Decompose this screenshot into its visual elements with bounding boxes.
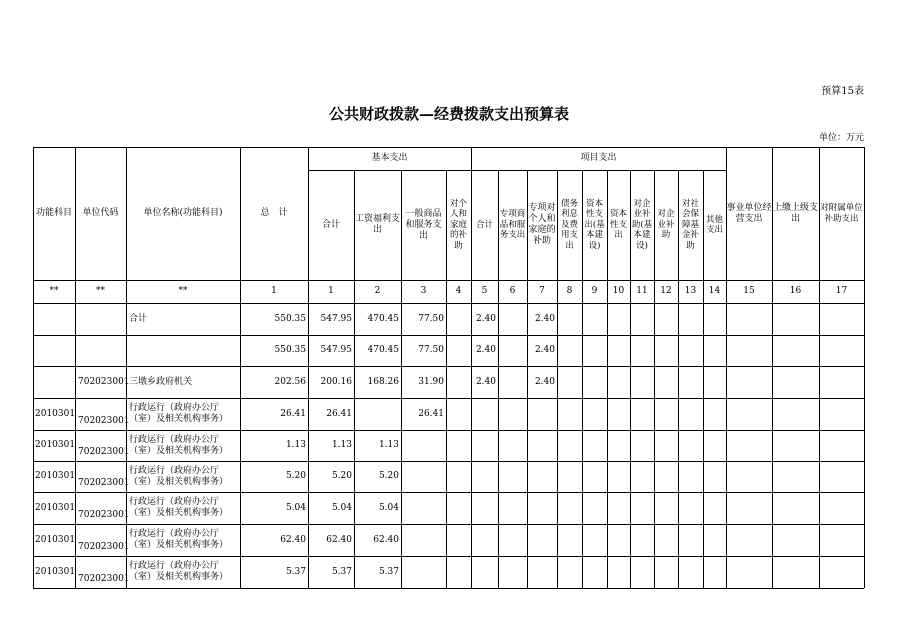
table-cell-func-code: 2010301 <box>35 471 76 481</box>
page-title: 公共财政拨款—经费拨款支出预算表 <box>328 105 569 123</box>
table-cell-unit-code: 702023001 <box>78 574 130 584</box>
table-cell-total: 1.13 <box>285 440 306 450</box>
table-cell-name: 行政运行（政府办公厅（室）及相关机构事务） <box>129 403 229 424</box>
header-goods: 一般商品和服务支出 <box>405 208 442 241</box>
table-cell-total: 550.35 <box>274 313 306 324</box>
table-cell-salary: 1.13 <box>378 440 399 450</box>
table-cell-basic-total: 547.95 <box>320 345 352 355</box>
header-proj-goods: 专项商品和服务支出 <box>499 209 526 241</box>
header-unit-code: 单位代码 <box>82 208 119 218</box>
header-other: 其他支出 <box>705 214 723 235</box>
index-cell: 10 <box>612 286 625 296</box>
index-cell: 7 <box>539 286 545 296</box>
index-cell: ** <box>178 286 188 296</box>
index-cell: 6 <box>509 286 516 296</box>
header-basic-group: 基本支出 <box>371 153 408 163</box>
table-cell-salary: 470.45 <box>367 313 399 324</box>
table-cell-total: 202.56 <box>274 376 306 387</box>
table-cell-goods: 31.90 <box>418 376 444 387</box>
table-cell-total: 5.20 <box>285 471 306 481</box>
table-cell-basic-total: 26.41 <box>326 408 352 419</box>
table-cell-unit-code: 702023001 <box>78 542 130 552</box>
table-cell-basic-total: 62.40 <box>326 534 352 545</box>
header-upper-pay: 上缴上级支出 <box>772 202 818 224</box>
table-cell-func-code: 2010301 <box>35 502 76 513</box>
table-cell-goods: 77.50 <box>418 313 444 324</box>
table-cell-salary: 168.26 <box>367 376 399 387</box>
table-cell-basic-total: 200.16 <box>320 376 352 387</box>
index-cell: 14 <box>708 286 721 296</box>
index-cell: 2 <box>374 286 381 296</box>
table-cell-unit-code: 702023001 <box>78 376 130 387</box>
table-cell-name: 行政运行（政府办公厅（室）及相关机构事务） <box>129 465 229 487</box>
table-cell-goods: 26.41 <box>418 408 444 419</box>
table-cell-proj-personal: 2.40 <box>534 345 555 355</box>
header-affiliate-subsidy: 对附属单位补助支出 <box>820 203 863 224</box>
table-cell-proj-personal: 2.40 <box>534 313 555 324</box>
header-capital-basic: 资本性支出(基本建设) <box>584 198 605 251</box>
index-cell: 3 <box>420 286 427 296</box>
header-debt: 债务利息及费用支出 <box>560 198 578 251</box>
header-social-security: 对社会保障基金补助 <box>681 198 699 251</box>
index-cell: 5 <box>481 286 488 296</box>
header-personal-subsidy: 对个人和家庭的补助 <box>449 198 467 251</box>
table-cell-total: 62.40 <box>280 534 306 545</box>
table-cell-func-code: 2010301 <box>35 534 76 545</box>
table-cell-total: 26.41 <box>280 408 306 419</box>
header-func-code: 功能科目 <box>35 208 72 218</box>
table-cell-name: 行政运行（政府办公厅（室）及相关机构事务） <box>129 497 229 518</box>
table-cell-func-code: 2010301 <box>35 440 76 450</box>
table-cell-unit-code: 702023001 <box>78 447 130 457</box>
index-cell: ** <box>96 286 105 296</box>
header-basic-total: 合计 <box>321 219 340 230</box>
table-cell-salary: 470.45 <box>367 345 399 355</box>
table-cell-goods: 77.50 <box>418 345 444 355</box>
header-salary: 工资福利支出 <box>355 214 401 235</box>
table-cell-basic-total: 547.95 <box>320 313 352 324</box>
index-cell: 8 <box>566 286 573 296</box>
header-proj-personal: 专项对个人和家庭的补助 <box>528 203 556 246</box>
table-cell-basic-total: 5.04 <box>331 502 352 513</box>
table-cell-name: 合计 <box>129 313 148 324</box>
header-enterprise-basic: 对企业补助(基本建设) <box>631 198 653 251</box>
index-cell: 1 <box>271 286 277 296</box>
table-cell-name: 三墩乡政府机关 <box>129 376 193 387</box>
header-unit-name: 单位名称(功能科目) <box>143 208 223 218</box>
table-cell-proj-total: 2.40 <box>475 313 496 324</box>
table-cell-salary: 5.37 <box>378 566 399 577</box>
index-cell: 12 <box>660 286 672 296</box>
header-enterprise: 对企业补助 <box>657 209 675 241</box>
table-cell-proj-total: 2.40 <box>475 345 496 355</box>
header-proj-total: 合计 <box>475 219 493 230</box>
table-cell-total: 550.35 <box>274 345 306 355</box>
table-cell-salary: 62.40 <box>373 534 399 545</box>
index-cell: ** <box>49 286 59 296</box>
header-project-group: 项目支出 <box>580 153 617 163</box>
index-cell: 15 <box>743 286 755 296</box>
unit-label: 单位：万元 <box>818 133 864 143</box>
table-cell-name: 行政运行（政府办公厅（室）及相关机构事务） <box>129 529 229 550</box>
table-cell-name: 行政运行（政府办公厅（室）及相关机构事务） <box>129 561 229 582</box>
table-number: 预算15表 <box>821 86 864 97</box>
table-cell-salary: 5.20 <box>378 471 399 481</box>
index-cell: 16 <box>789 286 802 296</box>
header-business-op: 事业单位经营支出 <box>726 202 772 224</box>
table-cell-basic-total: 5.20 <box>331 471 352 481</box>
table-cell-proj-total: 2.40 <box>475 376 496 387</box>
table-cell-total: 5.37 <box>285 566 306 577</box>
index-cell: 17 <box>835 286 848 296</box>
table-cell-func-code: 2010301 <box>35 566 76 577</box>
table-cell-basic-total: 1.13 <box>331 440 352 450</box>
table-cell-unit-code: 702023001 <box>78 510 130 520</box>
table-cell-proj-personal: 2.40 <box>534 376 555 387</box>
table-cell-unit-code: 702023001 <box>78 478 130 488</box>
table-cell-unit-code: 702023001 <box>78 416 130 426</box>
table-cell-name: 行政运行（政府办公厅（室）及相关机构事务） <box>129 434 229 456</box>
index-cell: 13 <box>684 286 697 296</box>
table-cell-basic-total: 5.37 <box>331 566 352 577</box>
table-cell-salary: 5.04 <box>378 502 399 513</box>
index-cell: 1 <box>328 286 334 296</box>
header-capital: 资本性支出 <box>609 209 627 241</box>
index-cell: 4 <box>455 286 462 296</box>
header-total: 总 计 <box>260 208 288 218</box>
index-cell: 9 <box>591 286 598 296</box>
table-cell-total: 5.04 <box>285 502 306 513</box>
index-cell: 11 <box>636 286 648 296</box>
table-cell-func-code: 2010301 <box>35 408 76 419</box>
